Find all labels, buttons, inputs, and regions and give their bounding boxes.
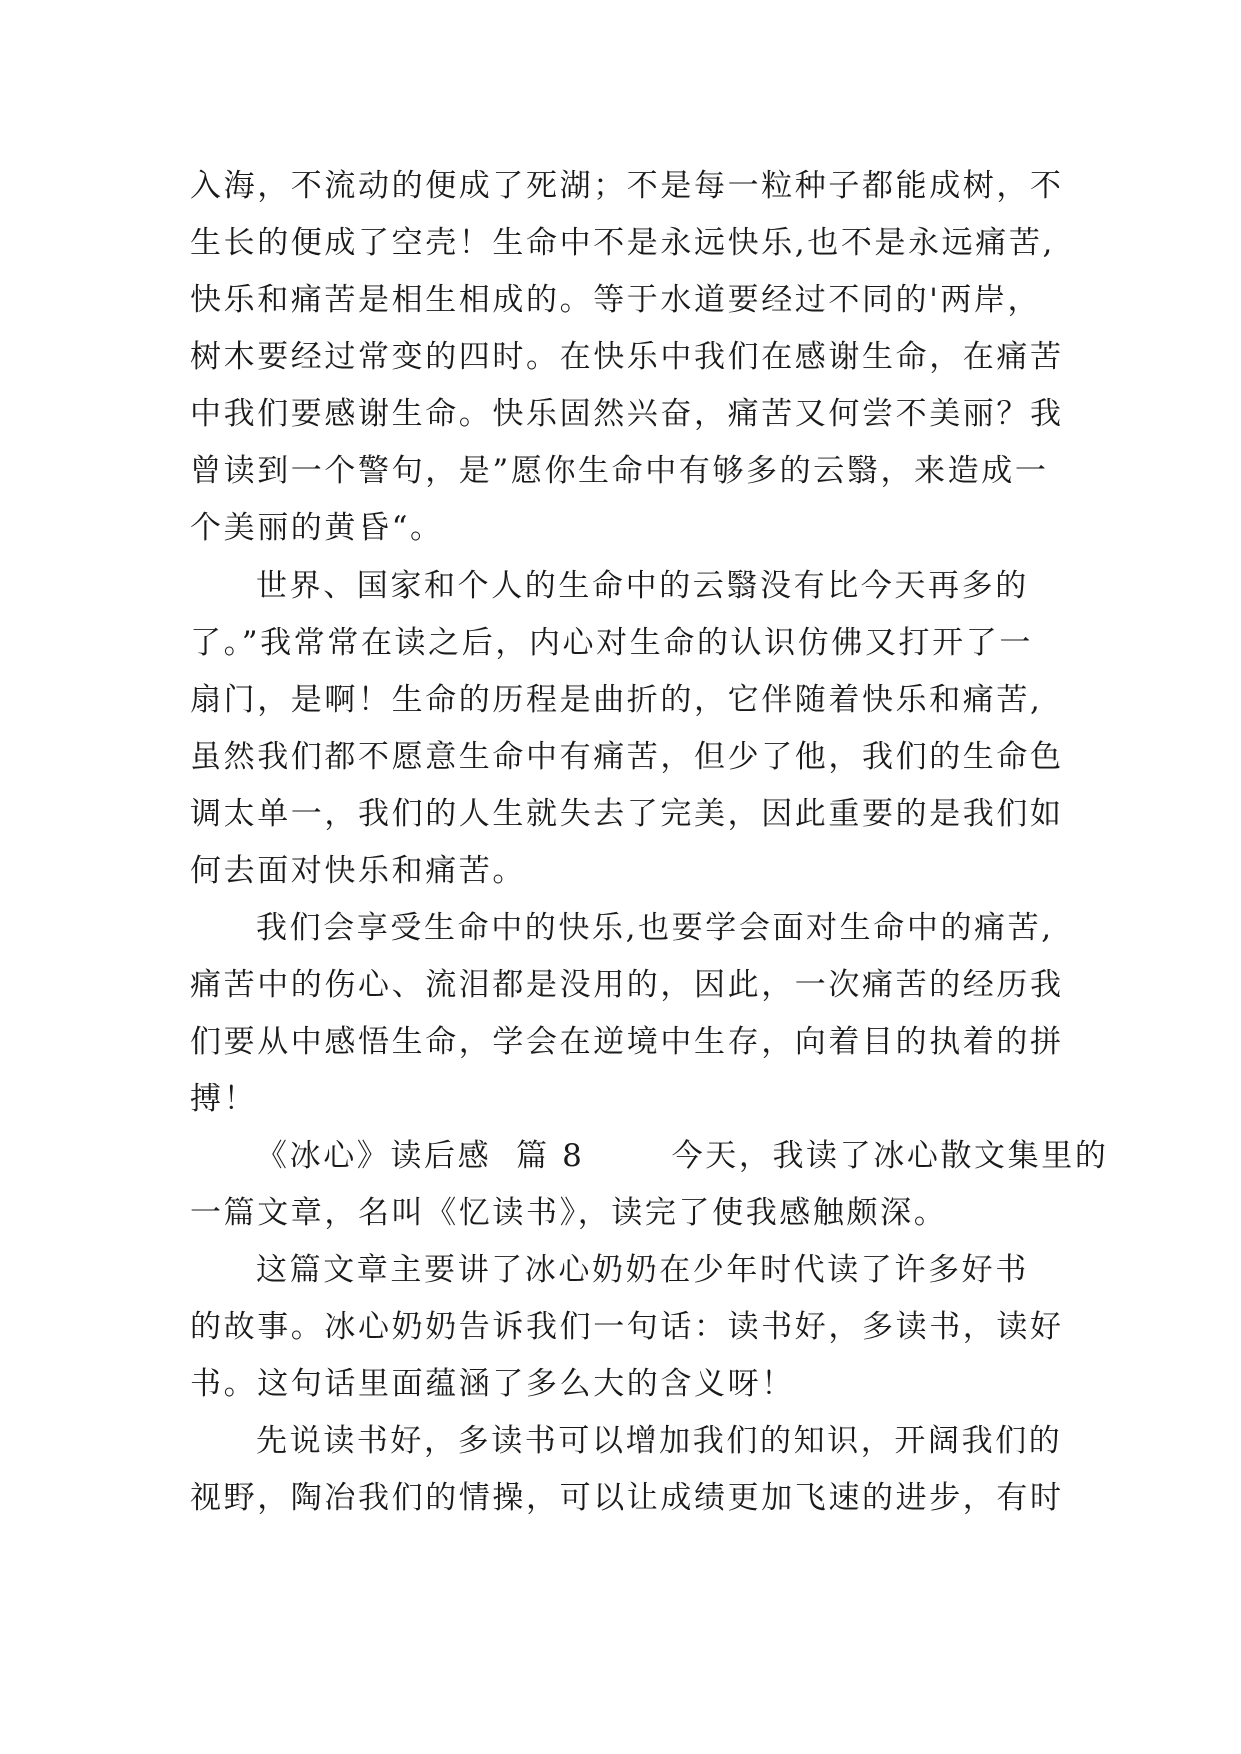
text-line: 搏！ <box>190 1081 258 1117</box>
section-heading-line: 《冰心》读后感 篇 8 今天，我读了冰心散文集里的 <box>256 1138 1109 1174</box>
paragraph-first-line: 先说读书好，多读书可以增加我们的知识，开阔我们的 <box>256 1423 1063 1459</box>
text-line: 视野，陶冶我们的情操，可以让成绩更加飞速的进步，有时 <box>190 1480 1064 1516</box>
text-line: 个美丽的黄昏“。 <box>190 510 444 546</box>
text-line: 的故事。冰心奶奶告诉我们一句话：读书好，多读书，读好 <box>190 1309 1064 1345</box>
text-line: 曾读到一个警句，是”愿你生命中有够多的云翳，来造成一 <box>190 453 1049 489</box>
text-line: 快乐和痛苦是相生相成的。等于水道要经过不同的'两岸， <box>190 282 1042 318</box>
text-line: 入海，不流动的便成了死湖；不是每一粒种子都能成树，不 <box>190 168 1064 204</box>
text-line: 一篇文章，名叫《忆读书》，读完了使我感触颇深。 <box>190 1195 948 1231</box>
text-line: 了。”我常常在读之后，内心对生命的认识仿佛又打开了一 <box>190 625 1033 661</box>
text-line: 虽然我们都不愿意生命中有痛苦，但少了他，我们的生命色 <box>190 739 1064 775</box>
paragraph-first-line: 这篇文章主要讲了冰心奶奶在少年时代读了许多好书 <box>256 1252 1029 1288</box>
text-line: 生长的便成了空壳！生命中不是永远快乐,也不是永远痛苦, <box>190 225 1055 261</box>
text-line: 扇门，是啊！生命的历程是曲折的，它伴随着快乐和痛苦, <box>190 682 1043 718</box>
text-line: 书。这句话里面蕴涵了多么大的含义呀！ <box>190 1366 795 1402</box>
text-line: 们要从中感悟生命，学会在逆境中生存，向着目的执着的拼 <box>190 1024 1064 1060</box>
text-line: 调太单一，我们的人生就失去了完美，因此重要的是我们如 <box>190 796 1064 832</box>
text-line: 痛苦中的伤心、流泪都是没用的，因此，一次痛苦的经历我 <box>190 967 1064 1003</box>
text-line: 何去面对快乐和痛苦。 <box>190 853 526 889</box>
text-line: 树木要经过常变的四时。在快乐中我们在感谢生命，在痛苦 <box>190 339 1064 375</box>
paragraph-first-line: 我们会享受生命中的快乐,也要学会面对生命中的痛苦, <box>256 910 1054 946</box>
text-line: 中我们要感谢生命。快乐固然兴奋，痛苦又何尝不美丽？我 <box>190 396 1064 432</box>
paragraph-first-line: 世界、国家和个人的生命中的云翳没有比今天再多的 <box>256 568 1029 604</box>
